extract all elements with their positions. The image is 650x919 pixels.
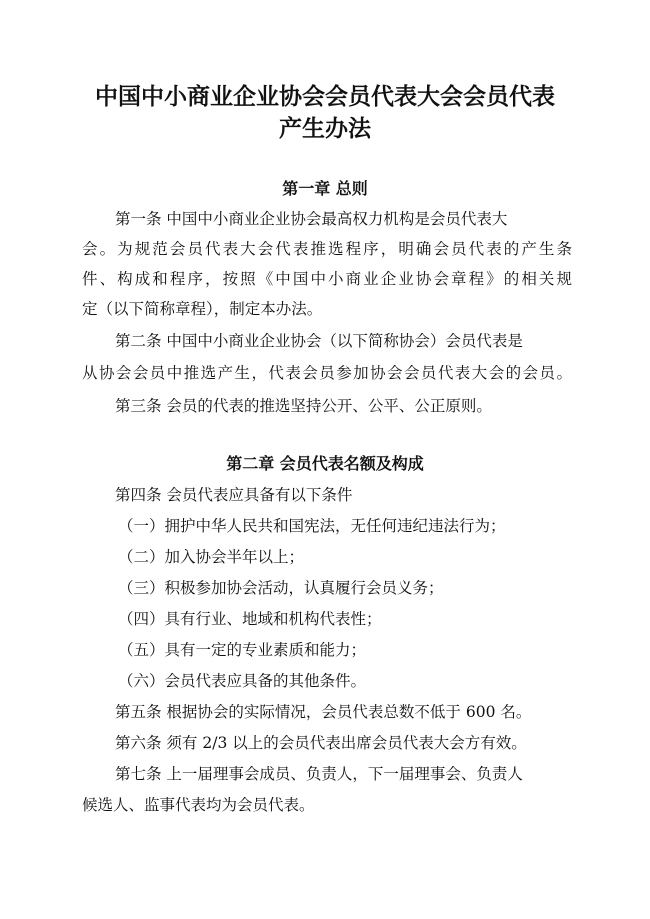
document-title-line-2: 产生办法	[279, 116, 371, 142]
article-2-line-2: 从协会会员中推选产生，代表会员参加协会会员代表大会的会员。	[82, 364, 572, 382]
article-7-line-1: 第七条 上一届理事会成员、负责人，下一届理事会、负责人	[115, 765, 523, 783]
article-1-line-3: 件、构成和程序，按照《中国中小商业企业协会章程》的相关规	[82, 270, 572, 288]
article-3: 第三条 会员的代表的推选坚持公开、公平、公正原则。	[115, 397, 492, 415]
article-2-line-1: 第二条 中国中小商业企业协会（以下简称协会）会员代表是	[115, 332, 523, 350]
article-6: 第六条 须有 2/3 以上的会员代表出席会员代表大会方有效。	[115, 734, 527, 752]
condition-2: （二）加入协会半年以上；	[118, 548, 305, 566]
chapter-2-heading: 第二章 会员代表名额及构成	[226, 454, 424, 473]
condition-3: （三）积极参加协会活动，认真履行会员义务；	[118, 579, 444, 597]
article-1-line-1: 第一条 中国中小商业企业协会最高权力机构是会员代表大	[115, 210, 508, 228]
condition-4: （四）具有行业、地域和机构代表性；	[118, 610, 382, 628]
article-1-line-2: 会。为规范会员代表大会代表推选程序，明确会员代表的产生条	[82, 240, 572, 258]
condition-5: （五）具有一定的专业素质和能力；	[118, 641, 367, 659]
document-title-line-1: 中国中小商业企业协会会员代表大会会员代表	[95, 84, 555, 110]
article-1-line-4: 定（以下简称章程），制定本办法。	[82, 300, 323, 318]
article-4: 第四条 会员代表应具备有以下条件	[115, 486, 353, 504]
condition-6: （六）会员代表应具备的其他条件。	[118, 672, 367, 690]
article-7-line-2: 候选人、监事代表均为会员代表。	[82, 796, 315, 814]
condition-1: （一）拥护中华人民共和国宪法，无任何违纪违法行为；	[118, 517, 506, 535]
chapter-1-heading: 第一章 总则	[282, 179, 368, 198]
article-5: 第五条 根据协会的实际情况，会员代表总数不低于 600 名。	[115, 703, 532, 721]
